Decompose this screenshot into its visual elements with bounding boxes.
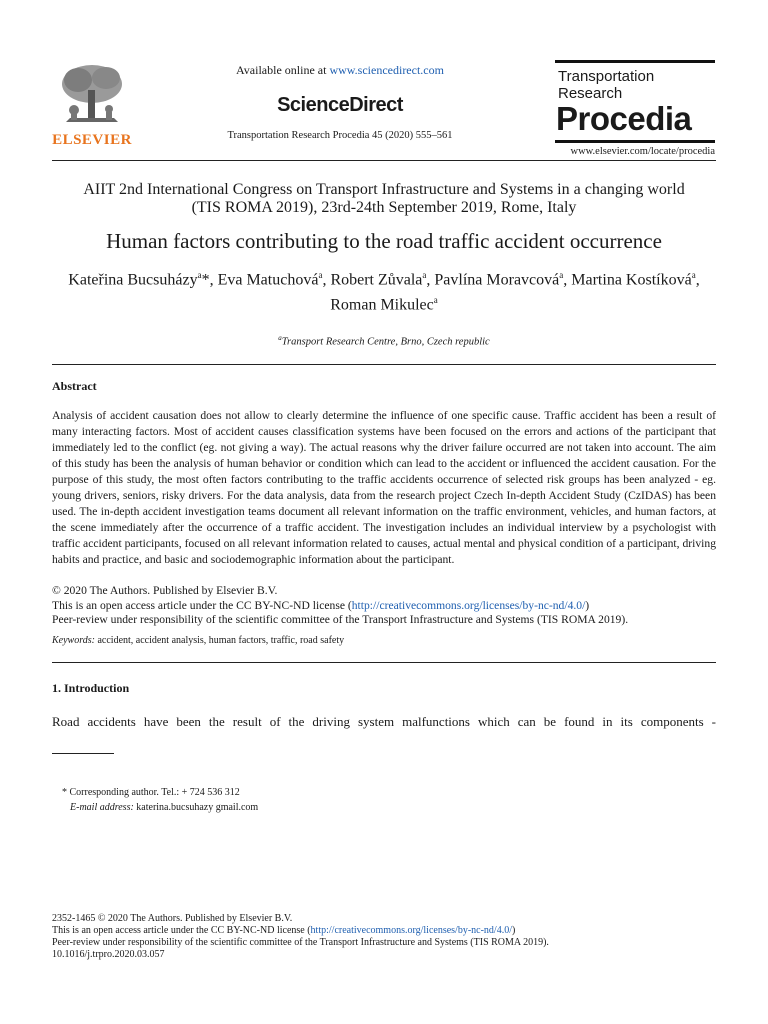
- keywords-label: Keywords:: [52, 635, 95, 646]
- transportation-research-procedia-logo: [555, 60, 715, 142]
- peer-review-line: Peer-review under responsibility of the scientific committee of the Transport Infrastructure and Systems (TIS ROMA 2019).: [52, 613, 629, 626]
- abstract-heading: Abstract: [52, 379, 97, 393]
- email-note: [70, 802, 258, 813]
- email-label: E-mail address:: [70, 802, 134, 813]
- affiliation: [52, 334, 716, 348]
- author-list: Kateřina Bucsuházy$^a$*, Eva Matuchová$^a$, Robert Zůvala$^a$, Pavlína Moravcová$^a$, Martina Kostíková$^a$, Roman Mikulec$^a$: [68, 270, 700, 314]
- congress-info: [52, 181, 716, 217]
- logo-line-2: Research: [558, 85, 623, 102]
- open-access-line: [52, 925, 716, 937]
- logo-line-1: Transportation: [558, 68, 655, 85]
- doi[interactable]: 10.1016/j.trpro.2020.03.057: [52, 949, 165, 960]
- open-access-suffix: ): [585, 598, 590, 612]
- affiliation-mark: a: [278, 334, 282, 342]
- sciencedirect-title: ScienceDirect: [277, 94, 403, 116]
- corresponding-mark: *: [201, 271, 210, 289]
- logo-line-3: Procedia: [556, 100, 692, 137]
- paper-title: Human factors contributing to the road traffic accident occurrence: [106, 229, 662, 253]
- author: Eva Matuchová: [217, 271, 319, 289]
- author: Robert Zůvala: [330, 271, 423, 289]
- author: Pavlína Moravcová: [434, 271, 560, 289]
- author-affiliation: a: [559, 270, 564, 280]
- available-prefix: Available online at: [236, 63, 330, 77]
- journal-citation: Transportation Research Procedia 45 (2020) 555–561: [227, 130, 453, 141]
- keywords-text: accident, accident analysis, human factors, traffic, road safety: [97, 635, 345, 646]
- author-affiliation: a: [433, 295, 438, 306]
- open-access-line: [52, 599, 716, 614]
- congress-line-1: AIIT 2nd International Congress on Transport Infrastructure and Systems in a changing world: [83, 181, 685, 198]
- abstract-body: Analysis of accident causation does not allow to clearly determine the influence of one specific cause. Traffic accident has been a result of many interacting factors. Most of accident causes classification systems have been focused on the errors and actions of the participant that immediately led to the conflict (eg. not giving a way). The actual reasons why the driver failure occurred are not taken into account. The aim of this study has been the analysis of human behavior or condition which can lead to the accident or influenced the accident causation. For the purpose of this study, the most often factors contributing to the traffic accidents occurrence of selected risk groups has been analyzed - eg. young drivers, seniors, risky drivers. For the data analysis, data from the research project Czech In-depth Accident Study (CzIDAS) has been used. The in-depth accident investigation teams document all relevant information on the traffic environment, vehicles, and human factors, at the scene immediately after the occurrence of a traffic accident. The investigation includes an individual interview by a psychologist with traffic accident participants, focused on all relevant information related to causes, actual mental and physical condition of a participant, driving habits and practice, and basic and sociodemographic information about the participant.: [52, 409, 716, 566]
- abstract-top-divider: [52, 364, 716, 365]
- corresponding-author-note: * Corresponding author. Tel.: + 724 536 312: [62, 787, 240, 798]
- affiliation-text: Transport Research Centre, Brno, Czech republic: [281, 336, 490, 348]
- footnote-divider: [52, 753, 114, 754]
- author-affiliation: a: [422, 270, 427, 280]
- publication-footer: [52, 913, 716, 961]
- license-block: [52, 584, 716, 628]
- open-access-suffix: ): [511, 925, 516, 936]
- issn-line: 2352-1465 © 2020 The Authors. Published by Elsevier B.V.: [52, 913, 293, 924]
- license-link[interactable]: http://creativecommons.org/licenses/by-nc-nd/4.0/: [351, 598, 586, 612]
- license-link[interactable]: http://creativecommons.org/licenses/by-nc-nd/4.0/: [310, 925, 512, 936]
- open-access-prefix: This is an open access article under the CC BY-NC-ND license (: [52, 925, 311, 936]
- author-affiliation: a: [318, 270, 323, 280]
- keywords: [52, 635, 716, 646]
- journal-url[interactable]: www.elsevier.com/locate/procedia: [570, 146, 715, 157]
- peer-review-line: Peer-review under responsibility of the scientific committee of the Transport Infrastructure and Systems (TIS ROMA 2019).: [52, 937, 549, 948]
- sciencedirect-link[interactable]: www.sciencedirect.com: [329, 63, 444, 77]
- elsevier-wordmark: ELSEVIER: [52, 132, 132, 148]
- logo-rule: [555, 60, 715, 63]
- elsevier-logo: [52, 60, 132, 148]
- email-address[interactable]: katerina.bucsuhazy gmail.com: [136, 802, 259, 813]
- copyright-line: © 2020 The Authors. Published by Elsevier B.V.: [52, 584, 278, 597]
- abstract-bottom-divider: [52, 662, 716, 663]
- header-divider: [52, 160, 716, 161]
- logo-rule: [555, 140, 715, 143]
- author: Martina Kostíková: [571, 271, 692, 289]
- introduction-heading: 1. Introduction: [52, 681, 130, 695]
- available-online: [200, 63, 480, 78]
- author: Kateřina Bucsuházy: [68, 271, 198, 289]
- introduction-text: Road accidents have been the result of the driving system malfunctions which can be found in its components -: [52, 714, 716, 729]
- open-access-prefix: This is an open access article under the CC BY-NC-ND license (: [52, 598, 352, 612]
- author-affiliation: a: [197, 270, 202, 280]
- author-affiliation: a: [691, 270, 696, 280]
- elsevier-tree-icon: [56, 60, 128, 130]
- author: Roman Mikulec: [330, 296, 434, 314]
- congress-line-2: (TIS ROMA 2019), 23rd-24th September 2019, Rome, Italy: [191, 199, 577, 216]
